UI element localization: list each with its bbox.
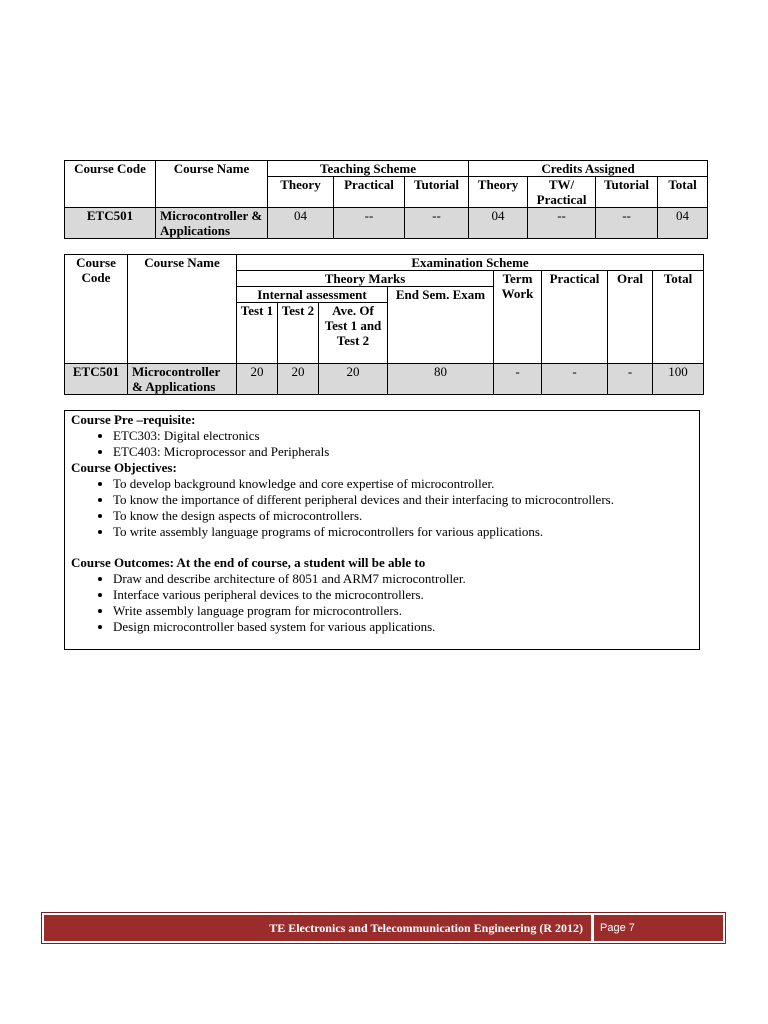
- cell-course-name: Microcontroller & Applications: [128, 364, 237, 395]
- list-item: • Interface various peripheral devices to the microcontrollers.: [113, 587, 693, 603]
- header-teaching-scheme: Teaching Scheme: [268, 161, 469, 177]
- outcomes-list: [71, 571, 693, 635]
- cell-ts-practical: --: [334, 208, 405, 239]
- objectives-heading: Course Objectives:: [71, 460, 177, 475]
- header-course-name: Course Name: [128, 255, 237, 364]
- table-row: [65, 208, 708, 239]
- cell-ca-tutorial: --: [596, 208, 658, 239]
- list-item: • Write assembly language program for microcontrollers.: [113, 603, 693, 619]
- header-total: Total: [653, 271, 704, 364]
- header-practical: Practical: [542, 271, 608, 364]
- course-details-box: [64, 410, 700, 650]
- header-test-1: Test 1: [237, 303, 278, 364]
- cell-ca-total: 04: [658, 208, 708, 239]
- list-item: • ETC303: Digital electronics: [113, 428, 693, 444]
- cell-course-name: Microcontroller & Applications: [156, 208, 268, 239]
- cell-course-code: ETC501: [65, 208, 156, 239]
- cell-test-1: 20: [237, 364, 278, 395]
- list-item: • Draw and describe architecture of 8051 and ARM7 microcontroller.: [113, 571, 693, 587]
- cell-ts-theory: 04: [268, 208, 334, 239]
- header-test-2: Test 2: [278, 303, 319, 364]
- header-ca-total: Total: [658, 177, 708, 208]
- header-theory-marks: Theory Marks: [237, 271, 494, 287]
- cell-ca-theory: 04: [469, 208, 528, 239]
- cell-ca-tw-practical: --: [528, 208, 596, 239]
- list-item: • To write assembly language programs of microcontrollers for various applications.: [113, 524, 693, 540]
- cell-practical: -: [542, 364, 608, 395]
- objectives-list: [71, 476, 693, 540]
- page-footer: [41, 912, 726, 944]
- header-ca-tw-practical: TW/ Practical: [528, 177, 596, 208]
- table-row: [65, 364, 704, 395]
- list-item: • ETC403: Microprocessor and Peripherals: [113, 444, 693, 460]
- list-item: • Design microcontroller based system for various applications.: [113, 619, 693, 635]
- cell-oral: -: [608, 364, 653, 395]
- prerequisite-list: [71, 428, 693, 460]
- list-item: • To know the importance of different peripheral devices and their interfacing to microcontrollers.: [113, 492, 693, 508]
- cell-course-code: ETC501: [65, 364, 128, 395]
- list-item: • To know the design aspects of microcontrollers.: [113, 508, 693, 524]
- header-course-code: Course Code: [65, 161, 156, 208]
- header-end-sem-exam: End Sem. Exam: [388, 287, 494, 364]
- cell-average: 20: [319, 364, 388, 395]
- examination-scheme-table: [64, 254, 704, 395]
- page-number: Page 7: [594, 915, 723, 941]
- list-item: • To develop background knowledge and core expertise of microcontroller.: [113, 476, 693, 492]
- outcomes-heading: Course Outcomes: At the end of course, a student will be able to: [71, 555, 426, 570]
- header-ts-tutorial: Tutorial: [405, 177, 469, 208]
- header-internal-assessment: Internal assessment: [237, 287, 388, 303]
- cell-end-sem: 80: [388, 364, 494, 395]
- header-course-name: Course Name: [156, 161, 268, 208]
- header-ca-tutorial: Tutorial: [596, 177, 658, 208]
- cell-ts-tutorial: --: [405, 208, 469, 239]
- cell-term-work: -: [494, 364, 542, 395]
- header-term-work: Term Work: [494, 271, 542, 364]
- cell-test-2: 20: [278, 364, 319, 395]
- header-examination-scheme: Examination Scheme: [237, 255, 704, 271]
- cell-total: 100: [653, 364, 704, 395]
- prerequisite-heading: Course Pre –requisite:: [71, 412, 196, 427]
- header-ts-practical: Practical: [334, 177, 405, 208]
- header-oral: Oral: [608, 271, 653, 364]
- header-ts-theory: Theory: [268, 177, 334, 208]
- footer-title: TE Electronics and Telecommunication Engineering (R 2012): [44, 915, 591, 941]
- header-credits-assigned: Credits Assigned: [469, 161, 708, 177]
- teaching-scheme-table: [64, 160, 708, 239]
- header-ca-theory: Theory: [469, 177, 528, 208]
- header-average: Ave. Of Test 1 and Test 2: [319, 303, 388, 364]
- header-course-code: Course Code: [65, 255, 128, 364]
